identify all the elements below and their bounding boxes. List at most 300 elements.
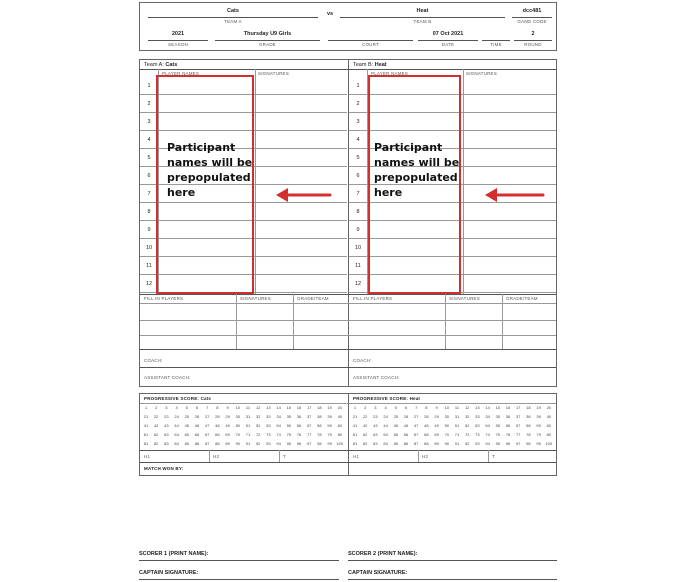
team-b-row-number: 2 xyxy=(356,101,360,107)
team-a-title-name: Cats xyxy=(165,62,178,68)
team-a-row-number: 4 xyxy=(147,137,151,143)
team-b-score-cell[interactable]: 20 xyxy=(546,405,552,410)
team-b-score-cell[interactable]: 18 xyxy=(526,405,531,410)
team-b-score-cell[interactable]: 92 xyxy=(464,441,470,446)
team-a-score-cell[interactable]: 97 xyxy=(306,441,312,446)
team-b-h2-label: H2 xyxy=(422,454,429,459)
scorer-1-label: SCORER 1 (PRINT NAME): xyxy=(139,551,209,557)
team-a-score-cell[interactable]: 39 xyxy=(327,414,332,419)
team-a-assistant-coach-label: ASSISTANT COACH: xyxy=(144,375,191,380)
progressive-title-rule xyxy=(140,403,556,404)
team-b-annotation-line-3: prepopulated xyxy=(374,171,458,184)
team-a-score-cell[interactable]: 52 xyxy=(255,423,261,428)
team-a-score-cell[interactable]: 75 xyxy=(286,432,292,437)
team-a-title-rule xyxy=(140,69,348,70)
team-b-score-cell[interactable]: 60 xyxy=(546,423,552,428)
team-a-score-cell[interactable]: 26 xyxy=(194,414,200,419)
team-b-score-cell[interactable]: 44 xyxy=(383,423,388,428)
team-b-score-cell[interactable]: 85 xyxy=(393,441,399,446)
team-a-sig-col-line xyxy=(255,69,256,294)
team-a-score-cell[interactable]: 64 xyxy=(174,432,179,437)
team-a-row-number: 7 xyxy=(147,191,151,197)
team-b-score-cell[interactable]: 78 xyxy=(526,432,531,437)
team-b-score-cell[interactable]: 94 xyxy=(485,441,490,446)
team-b-score-cell[interactable]: 54 xyxy=(485,423,490,428)
team-b-score-cell[interactable]: 71 xyxy=(454,432,460,437)
team-a-score-cell[interactable]: 72 xyxy=(255,432,261,437)
team-b-score-cell[interactable]: 82 xyxy=(362,441,368,446)
team-b-annotation-line-2: names will be xyxy=(374,156,460,169)
team-a-score-cell[interactable]: 49 xyxy=(225,423,230,428)
vs-label: vs xyxy=(326,11,334,17)
team-b-score-cell[interactable]: 86 xyxy=(403,441,409,446)
team-a-score-cell[interactable]: 80 xyxy=(337,432,343,437)
team-b-score-cell[interactable]: 83 xyxy=(373,441,378,446)
team-a-score-cell[interactable]: 21 xyxy=(143,414,149,419)
team-a-score-cell[interactable]: 96 xyxy=(296,441,302,446)
team-a-score-cell[interactable]: 24 xyxy=(174,414,179,419)
team-a-score-cell[interactable]: 14 xyxy=(276,405,281,410)
team-b-score-cell[interactable]: 98 xyxy=(526,441,531,446)
team-a-score-cell[interactable]: 43 xyxy=(164,423,169,428)
team-a-row-number: 12 xyxy=(145,281,153,287)
team-b-score-cell[interactable]: 58 xyxy=(526,423,531,428)
team-b-score-cell[interactable]: 99 xyxy=(536,441,541,446)
team-b-score-cell[interactable]: 64 xyxy=(383,432,388,437)
team-b-score-cell[interactable]: 26 xyxy=(403,414,409,419)
team-a-score-cell[interactable]: 89 xyxy=(225,441,230,446)
team-a-score-cell[interactable]: 27 xyxy=(204,414,210,419)
team-a-score-cell[interactable]: 13 xyxy=(266,405,271,410)
team-b-sig-col-line xyxy=(463,69,464,294)
team-a-score-cell[interactable]: 10 xyxy=(235,405,241,410)
team-b-fill-header: FILL IN PLAYERS xyxy=(353,296,393,301)
team-a-score-cell[interactable]: 82 xyxy=(153,441,159,446)
center-divider xyxy=(348,60,349,386)
team-a-score-cell[interactable]: 84 xyxy=(174,441,179,446)
team-b-score-cell[interactable]: 42 xyxy=(362,423,368,428)
team-b-score-cell[interactable]: 16 xyxy=(505,405,511,410)
team-a-score-cell[interactable]: 40 xyxy=(337,414,343,419)
round-value: 2 xyxy=(531,31,535,37)
scorer-2-label: SCORER 2 (PRINT NAME): xyxy=(348,551,418,557)
team-a-score-cell[interactable]: 78 xyxy=(317,432,322,437)
team-b-score-cell[interactable]: 55 xyxy=(495,423,501,428)
team-a-row-number: 11 xyxy=(146,263,152,269)
team-a-score-cell[interactable]: 19 xyxy=(327,405,332,410)
team-a-score-cell[interactable]: 33 xyxy=(266,414,271,419)
team-a-score-cell[interactable]: 88 xyxy=(215,441,220,446)
team-b-annotation-line-1: Participant xyxy=(374,141,443,154)
team-b-fill-col-2 xyxy=(502,294,503,349)
team-a-score-cell[interactable]: 48 xyxy=(215,423,220,428)
team-a-score-cell[interactable]: 9 xyxy=(226,405,229,410)
team-a-row-number: 6 xyxy=(147,173,151,179)
team-a-t-label: T xyxy=(283,454,286,459)
team-a-score-cell[interactable]: 20 xyxy=(337,405,343,410)
team-b-row-number: 7 xyxy=(356,191,360,197)
scorer-1-line xyxy=(139,560,339,561)
team-b-row-number: 9 xyxy=(356,227,360,233)
team-b-score-cell[interactable]: 32 xyxy=(464,414,470,419)
team-a-score-cell[interactable]: 94 xyxy=(276,441,281,446)
team-a-score-cell[interactable]: 58 xyxy=(317,423,322,428)
team-a-score-cell[interactable]: 25 xyxy=(184,414,190,419)
coach-top-rule xyxy=(140,349,556,350)
team-b-score-cell[interactable]: 97 xyxy=(515,441,521,446)
team-a-score-cell[interactable]: 59 xyxy=(327,423,332,428)
team-b-score-cell[interactable]: 23 xyxy=(373,414,378,419)
team-a-progressive-label: PROGRESSIVE SCORE: xyxy=(144,396,200,401)
team-a-score-cell[interactable]: 42 xyxy=(153,423,159,428)
team-b-score-cell[interactable]: 59 xyxy=(536,423,541,428)
team-a-score-cell[interactable]: 15 xyxy=(286,405,292,410)
team-b-score-cell[interactable]: 73 xyxy=(475,432,480,437)
season-value: 2021 xyxy=(171,31,185,37)
team-b-score-cell[interactable]: 7 xyxy=(415,405,418,410)
team-b-score-cell[interactable]: 2 xyxy=(364,405,367,410)
team-b-score-cell[interactable]: 52 xyxy=(464,423,470,428)
grade-line xyxy=(215,40,320,41)
team-a-row-number: 9 xyxy=(147,227,151,233)
team-a-score-cell[interactable]: 65 xyxy=(184,432,190,437)
team-b-score-cell[interactable]: 70 xyxy=(444,432,450,437)
team-b-score-cell[interactable]: 74 xyxy=(485,432,490,437)
team-a-caption: TEAM A xyxy=(224,19,242,24)
team-a-score-cell[interactable]: 98 xyxy=(317,441,322,446)
grade-value: Thursday U9 Girls xyxy=(243,31,292,37)
team-b-fill-sig-header: SIGNATURES xyxy=(449,296,480,301)
team-a-score-cell[interactable]: 46 xyxy=(194,423,200,428)
team-b-score-cell[interactable]: 87 xyxy=(413,441,419,446)
team-a-score-cell[interactable]: 31 xyxy=(245,414,251,419)
team-b-score-cell[interactable]: 37 xyxy=(515,414,521,419)
team-b-score-cell[interactable]: 53 xyxy=(475,423,480,428)
halves-top-rule xyxy=(140,450,556,451)
team-a-score-cell[interactable]: 41 xyxy=(143,423,149,428)
team-a-score-cell[interactable]: 5 xyxy=(185,405,188,410)
team-a-row-number: 10 xyxy=(145,245,153,251)
team-a-score-cell[interactable]: 68 xyxy=(215,432,220,437)
team-b-score-cell[interactable]: 17 xyxy=(515,405,521,410)
team-a-score-cell[interactable]: 85 xyxy=(184,441,190,446)
captain-2-line xyxy=(348,579,557,580)
team-a-score-cell[interactable]: 100 xyxy=(336,441,344,446)
team-a-score-cell[interactable]: 61 xyxy=(143,432,149,437)
team-b-score-cell[interactable]: 65 xyxy=(393,432,399,437)
team-a-name: Cats xyxy=(227,8,239,14)
team-a-title xyxy=(144,62,177,68)
team-b-score-cell[interactable]: 34 xyxy=(485,414,490,419)
team-b-score-cell[interactable]: 14 xyxy=(485,405,490,410)
team-a-annotation-text xyxy=(167,140,252,200)
team-b-score-cell[interactable]: 76 xyxy=(505,432,511,437)
team-a-annotation-line-2: names will be xyxy=(167,156,253,169)
team-b-row-number: 3 xyxy=(356,119,360,125)
team-a-progressive-team: Cats xyxy=(200,396,212,401)
team-a-score-cell[interactable]: 32 xyxy=(255,414,261,419)
team-b-score-cell[interactable]: 15 xyxy=(495,405,501,410)
team-a-score-cell[interactable]: 45 xyxy=(184,423,190,428)
team-a-row-number: 3 xyxy=(147,119,151,125)
team-b-score-cell[interactable]: 61 xyxy=(352,432,358,437)
team-a-line xyxy=(148,17,318,18)
team-b-left-arrow-icon xyxy=(483,186,545,204)
team-a-score-cell[interactable]: 87 xyxy=(204,441,210,446)
fill-header-rule xyxy=(140,303,556,304)
team-b-score-cell[interactable]: 12 xyxy=(464,405,470,410)
team-b-player-names-header: PLAYER NAMES xyxy=(371,71,409,76)
team-b-score-cell[interactable]: 50 xyxy=(444,423,450,428)
team-a-coach-label: COACH: xyxy=(144,358,163,363)
team-b-score-cell[interactable]: 22 xyxy=(362,414,368,419)
team-a-score-cell[interactable]: 4 xyxy=(175,405,178,410)
team-b-score-cell[interactable]: 27 xyxy=(413,414,419,419)
round-caption: ROUND xyxy=(524,42,542,47)
team-a-score-cell[interactable]: 7 xyxy=(206,405,209,410)
team-b-t-label: T xyxy=(492,454,495,459)
team-a-score-cell[interactable]: 37 xyxy=(306,414,312,419)
team-b-score-cell[interactable]: 69 xyxy=(434,432,439,437)
team-b-score-cell[interactable]: 80 xyxy=(546,432,552,437)
team-a-score-cell[interactable]: 69 xyxy=(225,432,230,437)
captain-2-label: CAPTAIN SIGNATURE: xyxy=(348,570,408,576)
team-a-score-cell[interactable]: 17 xyxy=(306,405,312,410)
team-a-player-names-header: PLAYER NAMES xyxy=(162,71,200,76)
team-a-fill-sig-header: SIGNATURES xyxy=(240,296,271,301)
team-b-signatures-header: SIGNATURES xyxy=(466,71,497,76)
game-code-caption: GAME CODE xyxy=(517,19,547,24)
team-b-row-number: 10 xyxy=(354,245,362,251)
team-a-score-cell[interactable]: 63 xyxy=(164,432,169,437)
team-a-score-cell[interactable]: 51 xyxy=(245,423,251,428)
court-line xyxy=(328,40,413,41)
season-caption: SEASON xyxy=(168,42,188,47)
time-caption: TIME xyxy=(490,42,502,47)
team-b-score-cell[interactable]: 49 xyxy=(434,423,439,428)
team-a-score-cell[interactable]: 95 xyxy=(286,441,292,446)
team-a-fill-col-2 xyxy=(293,294,294,349)
team-b-score-cell[interactable]: 31 xyxy=(454,414,460,419)
assistant-top-rule xyxy=(140,367,556,368)
team-b-fill-col-1 xyxy=(445,294,446,349)
team-b-score-cell[interactable]: 47 xyxy=(413,423,419,428)
team-a-row-number: 8 xyxy=(147,209,151,215)
team-a-annotation-line-3: prepopulated xyxy=(167,171,251,184)
team-a-score-cell[interactable]: 57 xyxy=(306,423,312,428)
team-b-score-cell[interactable]: 100 xyxy=(545,441,553,446)
team-b-score-cell[interactable]: 93 xyxy=(475,441,480,446)
team-a-score-cell[interactable]: 56 xyxy=(296,423,302,428)
round-line xyxy=(514,40,552,41)
team-b-score-cell[interactable]: 45 xyxy=(393,423,399,428)
team-b-score-cell[interactable]: 24 xyxy=(383,414,388,419)
team-a-score-cell[interactable]: 70 xyxy=(235,432,241,437)
team-b-score-cell[interactable]: 43 xyxy=(373,423,378,428)
team-b-score-cell[interactable]: 19 xyxy=(536,405,541,410)
grade-caption: GRADE xyxy=(258,42,276,47)
team-a-annotation-line-4: here xyxy=(167,186,196,199)
team-a-title-prefix: Team A: xyxy=(144,62,164,68)
team-b-score-cell[interactable]: 88 xyxy=(424,441,429,446)
team-a-score-cell[interactable]: 79 xyxy=(327,432,332,437)
team-b-score-cell[interactable]: 57 xyxy=(515,423,521,428)
team-b-title-prefix: Team B: xyxy=(353,62,374,68)
team-b-score-cell[interactable]: 35 xyxy=(495,414,501,419)
team-a-score-cell[interactable]: 44 xyxy=(174,423,179,428)
team-b-score-cell[interactable]: 40 xyxy=(546,414,552,419)
team-a-score-cell[interactable]: 6 xyxy=(195,405,199,410)
team-a-score-cell[interactable]: 71 xyxy=(245,432,251,437)
team-b-score-cell[interactable]: 10 xyxy=(444,405,450,410)
team-b-score-cell[interactable]: 67 xyxy=(413,432,419,437)
team-a-score-cell[interactable]: 12 xyxy=(255,405,261,410)
team-b-score-cell[interactable]: 96 xyxy=(505,441,511,446)
team-a-score-cell[interactable]: 11 xyxy=(245,405,251,410)
team-b-score-cell[interactable]: 29 xyxy=(434,414,439,419)
team-a-score-cell[interactable]: 83 xyxy=(164,441,169,446)
team-b-row-number: 4 xyxy=(356,137,360,143)
team-a-score-cell[interactable]: 92 xyxy=(255,441,261,446)
team-a-score-cell[interactable]: 93 xyxy=(266,441,271,446)
team-a-signatures-header: SIGNATURES xyxy=(258,71,289,76)
team-b-score-cell[interactable]: 68 xyxy=(424,432,429,437)
team-b-score-cell[interactable]: 38 xyxy=(526,414,531,419)
team-b-score-cell[interactable]: 84 xyxy=(383,441,388,446)
team-b-score-cell[interactable]: 46 xyxy=(403,423,409,428)
team-b-score-cell[interactable]: 36 xyxy=(505,414,511,419)
team-b-score-cell[interactable]: 4 xyxy=(384,405,387,410)
team-b-score-cell[interactable]: 95 xyxy=(495,441,501,446)
team-a-score-cell[interactable]: 90 xyxy=(235,441,241,446)
team-b-score-cell[interactable]: 90 xyxy=(444,441,450,446)
team-a-score-cell[interactable]: 28 xyxy=(215,414,220,419)
match-won-top-rule xyxy=(140,462,556,463)
team-a-score-cell[interactable]: 77 xyxy=(306,432,312,437)
team-b-h1-label: H1 xyxy=(353,454,360,459)
team-b-score-cell[interactable]: 8 xyxy=(425,405,428,410)
team-a-score-cell[interactable]: 99 xyxy=(327,441,332,446)
fill-in-top-rule xyxy=(140,294,556,295)
team-a-score-cell[interactable]: 34 xyxy=(276,414,281,419)
team-b-row-number: 8 xyxy=(356,209,360,215)
team-a-score-cell[interactable]: 81 xyxy=(143,441,149,446)
team-a-fill-header: FILL IN PLAYERS xyxy=(144,296,184,301)
team-a-score-cell[interactable]: 91 xyxy=(245,441,251,446)
team-b-line xyxy=(340,17,505,18)
team-b-row-number: 1 xyxy=(356,83,360,89)
team-b-progressive-title xyxy=(353,396,420,401)
team-b-score-cell[interactable]: 3 xyxy=(374,405,377,410)
team-a-score-cell[interactable]: 22 xyxy=(153,414,159,419)
team-a-score-cell[interactable]: 73 xyxy=(266,432,271,437)
team-b-score-cell[interactable]: 6 xyxy=(404,405,408,410)
team-b-score-cell[interactable]: 25 xyxy=(393,414,399,419)
team-b-score-cell[interactable]: 9 xyxy=(435,405,438,410)
team-b-score-cell[interactable]: 33 xyxy=(475,414,480,419)
team-a-score-cell[interactable]: 30 xyxy=(235,414,241,419)
team-b-score-cell[interactable]: 5 xyxy=(394,405,397,410)
team-b-score-cell[interactable]: 51 xyxy=(454,423,460,428)
team-b-score-cell[interactable]: 28 xyxy=(424,414,429,419)
team-a-score-cell[interactable]: 47 xyxy=(204,423,210,428)
team-a-score-cell[interactable]: 1 xyxy=(144,405,148,410)
team-b-progressive-team: Heat xyxy=(409,396,421,401)
team-a-score-cell[interactable]: 74 xyxy=(276,432,281,437)
team-a-score-cell[interactable]: 55 xyxy=(286,423,292,428)
team-b-score-cell[interactable]: 75 xyxy=(495,432,501,437)
team-a-score-cell[interactable]: 8 xyxy=(216,405,219,410)
team-a-score-cell[interactable]: 29 xyxy=(225,414,230,419)
team-a-score-cell[interactable]: 38 xyxy=(317,414,322,419)
team-b-score-cell[interactable]: 77 xyxy=(515,432,521,437)
team-b-score-cell[interactable]: 62 xyxy=(362,432,368,437)
header-box xyxy=(139,2,557,51)
season-line xyxy=(148,40,208,41)
team-a-left-arrow-icon xyxy=(274,186,332,204)
team-b-title-rule xyxy=(348,69,556,70)
team-a-score-cell[interactable]: 86 xyxy=(194,441,200,446)
court-caption: COURT xyxy=(362,42,379,47)
time-line xyxy=(482,40,510,41)
team-a-score-cell[interactable]: 54 xyxy=(276,423,281,428)
team-b-score-cell[interactable]: 48 xyxy=(424,423,429,428)
team-b-score-cell[interactable]: 21 xyxy=(352,414,358,419)
team-a-score-cell[interactable]: 2 xyxy=(155,405,158,410)
team-b-score-cell[interactable]: 1 xyxy=(353,405,357,410)
team-b-score-cell[interactable]: 56 xyxy=(505,423,511,428)
team-b-score-cell[interactable]: 89 xyxy=(434,441,439,446)
team-b-score-cell[interactable]: 66 xyxy=(403,432,409,437)
team-b-score-cell[interactable]: 81 xyxy=(352,441,358,446)
team-b-title-name: Heat xyxy=(374,62,387,68)
team-b-score-cell[interactable]: 72 xyxy=(464,432,470,437)
team-b-coach-label: COACH: xyxy=(353,358,372,363)
team-a-score-cell[interactable]: 35 xyxy=(286,414,292,419)
team-b-score-cell[interactable]: 11 xyxy=(454,405,460,410)
team-a-score-cell[interactable]: 18 xyxy=(317,405,322,410)
team-a-score-cell[interactable]: 50 xyxy=(235,423,241,428)
team-a-score-cell[interactable]: 16 xyxy=(296,405,302,410)
team-b-score-cell[interactable]: 79 xyxy=(536,432,541,437)
team-b-score-cell[interactable]: 39 xyxy=(536,414,541,419)
team-b-caption: TEAM B xyxy=(413,19,432,24)
team-a-score-cell[interactable]: 53 xyxy=(266,423,271,428)
team-a-score-cell[interactable]: 66 xyxy=(194,432,200,437)
team-b-h2-divider xyxy=(488,450,489,462)
team-a-score-cell[interactable]: 76 xyxy=(296,432,302,437)
team-a-row-number: 5 xyxy=(147,155,151,161)
team-b-row-number: 6 xyxy=(356,173,360,179)
date-caption: DATE xyxy=(441,42,455,47)
team-b-row-number: 11 xyxy=(355,263,361,269)
team-a-score-cell[interactable]: 23 xyxy=(164,414,169,419)
team-b-score-cell[interactable]: 91 xyxy=(454,441,460,446)
team-b-score-cell[interactable]: 41 xyxy=(352,423,358,428)
team-a-score-cell[interactable]: 3 xyxy=(165,405,168,410)
team-b-score-cell[interactable]: 63 xyxy=(373,432,378,437)
team-a-fill-grade-header: GRADE/TEAM xyxy=(297,296,329,301)
team-b-score-cell[interactable]: 13 xyxy=(475,405,480,410)
team-b-score-cell[interactable]: 30 xyxy=(444,414,450,419)
team-a-score-cell[interactable]: 60 xyxy=(337,423,343,428)
team-a-score-cell[interactable]: 36 xyxy=(296,414,302,419)
team-b-fill-grade-header: GRADE/TEAM xyxy=(506,296,538,301)
captain-1-line xyxy=(139,579,339,580)
team-a-score-cell[interactable]: 67 xyxy=(204,432,210,437)
progressive-score-box xyxy=(139,393,557,476)
team-a-score-cell[interactable]: 62 xyxy=(153,432,159,437)
